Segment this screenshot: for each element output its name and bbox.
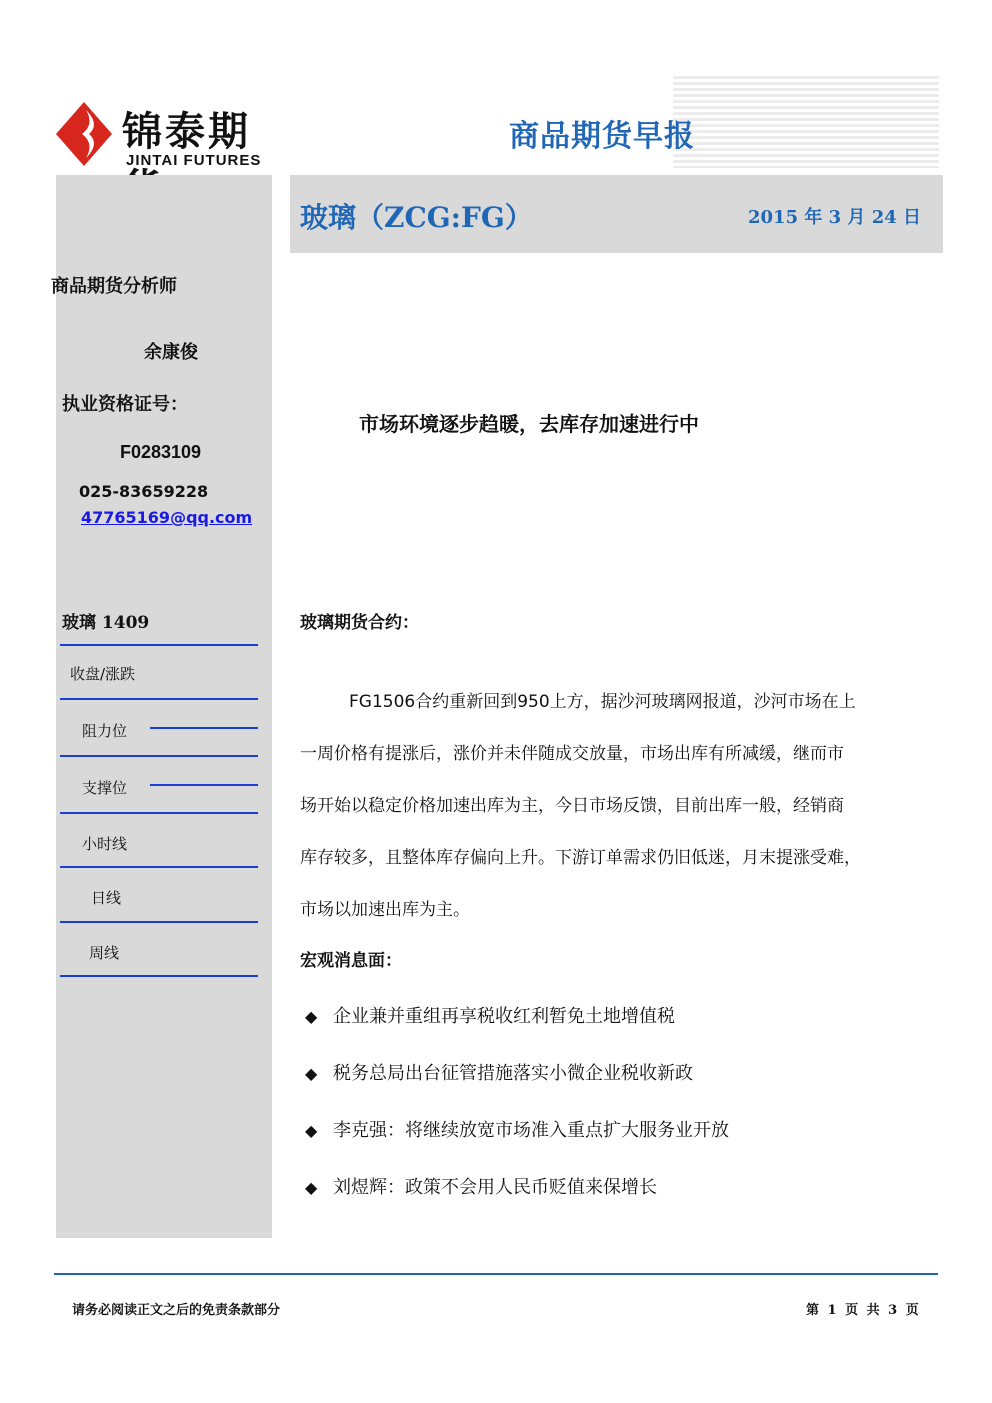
list-item: ◆ 企业兼并重组再享税收红利暂免土地增值税 <box>305 1006 675 1027</box>
logo-text-en: JINTAI FUTURES <box>126 152 262 169</box>
report-date: 2015 年 3 月 24 日 <box>748 207 922 228</box>
contract-paragraph <box>300 676 940 936</box>
cert-number: F0283109 <box>120 442 202 462</box>
row-label-weekly: 周线 <box>89 944 120 962</box>
value-line <box>150 727 258 729</box>
paragraph-line: 市场以加速出库为主。 <box>300 900 470 920</box>
product-title: 玻璃（ZCG:FG） <box>300 201 533 234</box>
table-divider <box>60 866 258 868</box>
footer-disclaimer: 请务必阅读正文之后的免责条款部分 <box>72 1303 281 1318</box>
table-divider <box>60 921 258 923</box>
table-divider <box>60 975 258 977</box>
row-label-daily: 日线 <box>91 889 122 907</box>
row-label-resistance: 阻力位 <box>82 722 128 740</box>
paragraph-line: 库存较多，且整体库存偏向上升。下游订单需求仍旧低迷，月末提涨受难， <box>300 848 861 868</box>
cert-label: 执业资格证号： <box>62 394 188 415</box>
paragraph-line: 场开始以稳定价格加速出库为主，今日市场反馈，目前出库一般，经销商 <box>300 796 844 816</box>
list-item: ◆ 税务总局出台征管措施落实小微企业税收新政 <box>305 1063 693 1084</box>
table-divider <box>60 755 258 757</box>
company-logo <box>56 100 286 175</box>
header-stripes <box>673 76 939 168</box>
table-divider <box>60 812 258 814</box>
report-title: 商品期货早报 <box>509 119 695 154</box>
analyst-role: 商品期货分析师 <box>51 276 177 297</box>
paragraph-line: FG1506合约重新回到950上方，据沙河玻璃网报道，沙河市场在上 <box>349 692 856 712</box>
row-label-close: 收盘/涨跌 <box>70 665 136 683</box>
diamond-bullet-icon: ◆ <box>305 1178 318 1197</box>
sidebar-panel <box>56 175 272 1238</box>
headline: 市场环境逐步趋暖，去库存加速进行中 <box>359 412 699 436</box>
list-item: ◆ 李克强：将继续放宽市场准入重点扩大服务业开放 <box>305 1120 729 1141</box>
row-label-hourly: 小时线 <box>82 835 128 853</box>
footer-divider <box>54 1273 938 1275</box>
logo-text-cn: 锦泰期 <box>122 109 251 155</box>
table-divider <box>60 698 258 700</box>
analyst-phone: 025-83659228 <box>79 482 209 501</box>
table-divider <box>60 644 258 646</box>
sidebar-contract: 玻璃 1409 <box>62 613 150 633</box>
section-title-contract: 玻璃期货合约： <box>300 613 419 633</box>
jintai-logo-icon <box>56 102 112 166</box>
paragraph-line: 一周价格有提涨后，涨价并未伴随成交放量，市场出库有所减缓，继而市 <box>300 744 844 764</box>
list-item: ◆ 刘煜辉：政策不会用人民币贬值来保增长 <box>305 1177 657 1198</box>
diamond-bullet-icon: ◆ <box>305 1121 318 1140</box>
diamond-bullet-icon: ◆ <box>305 1064 318 1083</box>
value-line <box>150 784 258 786</box>
row-label-support: 支撑位 <box>82 779 128 797</box>
analyst-name: 余康俊 <box>144 342 198 363</box>
page-number: 第 1 页 共 3 页 <box>806 1303 919 1318</box>
section-title-macro: 宏观消息面： <box>300 951 402 971</box>
diamond-bullet-icon: ◆ <box>305 1007 318 1026</box>
analyst-email-link[interactable]: 47765169@qq.com <box>81 508 253 527</box>
